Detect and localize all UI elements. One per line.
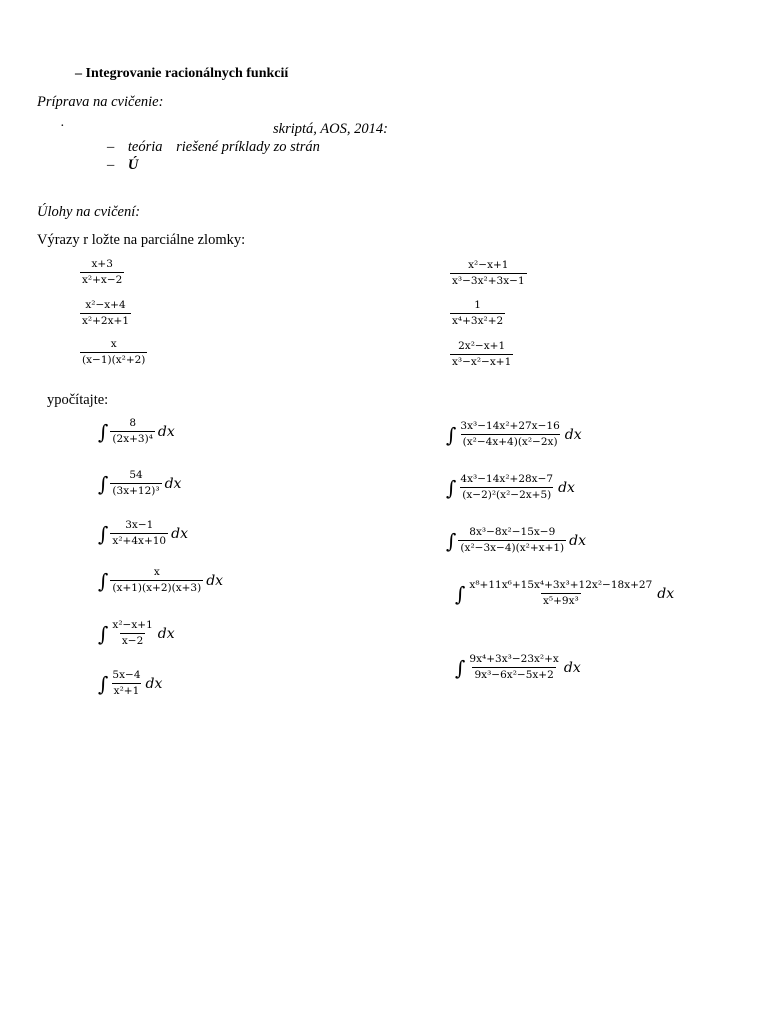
numerator: x²−x+1: [468, 259, 509, 271]
integral: [446, 473, 575, 502]
partial-fraction: [80, 338, 147, 367]
integral-symbol: ∫: [455, 581, 466, 606]
numerator: 3x³−14x²+27x−16: [460, 420, 560, 432]
denominator: (x−2)²(x²−2x+5): [462, 489, 552, 501]
page-title: – Integrovanie racionálnych funkcií: [75, 66, 289, 81]
numerator: x⁸+11x⁶+15x⁴+3x³+12x²−18x+27: [469, 579, 653, 591]
denominator: 9x³−6x²−5x+2: [474, 669, 554, 681]
dash: –: [107, 139, 115, 155]
differential: dx: [171, 525, 188, 542]
differential: dx: [157, 423, 175, 440]
integral: [98, 469, 181, 498]
denominator: x−2: [121, 635, 144, 647]
integral-symbol: ∫: [446, 422, 457, 447]
integral-symbol: ∫: [98, 419, 109, 444]
differential: dx: [145, 675, 163, 692]
prep-item-u: Ú: [127, 157, 139, 173]
dash: –: [107, 157, 115, 173]
integral-symbol: ∫: [98, 621, 109, 646]
prep-item-2: [107, 157, 138, 174]
reference-text: skriptá, AOS, 2014:: [273, 121, 388, 137]
denominator: (3x+12)³: [112, 485, 160, 497]
differential: dx: [563, 659, 581, 676]
denominator: x³−x²−x+1: [452, 356, 512, 368]
numerator: 8x³−8x²−15x−9: [469, 526, 556, 538]
denominator: (x+1)(x+2)(x+3): [112, 582, 202, 594]
differential: dx: [657, 585, 675, 602]
integral: [98, 566, 223, 595]
integral-symbol: ∫: [98, 671, 109, 696]
denominator: x²+x−2: [82, 274, 123, 286]
denominator: (x²−3x−4)(x²+x+1): [460, 542, 565, 554]
integral: [446, 526, 586, 555]
integral: [98, 619, 175, 648]
numerator: 1: [474, 299, 481, 311]
denominator: x²+1: [113, 685, 140, 697]
integral-symbol: ∫: [446, 475, 457, 500]
integral-symbol: ∫: [98, 568, 109, 593]
numerator: x²−x+1: [112, 619, 153, 631]
integral-symbol: ∫: [98, 471, 109, 496]
integral: [98, 417, 175, 446]
integral-instruction: ypočítajte:: [47, 392, 109, 408]
integral: [98, 519, 188, 548]
numerator: 4x³−14x²+28x−7: [460, 473, 554, 485]
numerator: 9x⁴+3x³−23x²+x: [469, 653, 559, 665]
integral-symbol: ∫: [455, 655, 466, 680]
partial-fraction: [80, 299, 131, 328]
differential: dx: [564, 426, 582, 443]
denominator: x⁵+9x³: [542, 595, 579, 607]
numerator: 3x−1: [125, 519, 154, 531]
numerator: x²−x+4: [85, 299, 126, 311]
denominator: x²+2x+1: [82, 315, 130, 327]
denominator: (x−1)(x²+2): [82, 354, 146, 366]
numerator: x: [153, 566, 160, 578]
numerator: 8: [129, 417, 136, 429]
differential: dx: [164, 475, 182, 492]
partial-fraction: [450, 299, 505, 328]
denominator: (2x+3)⁴: [112, 433, 153, 445]
integral-symbol: ∫: [98, 521, 109, 546]
prep-item-examples: riešené príklady zo strán: [176, 139, 320, 155]
numerator: x+3: [91, 258, 113, 270]
denominator: x²+4x+10: [112, 535, 167, 547]
denominator: (x²−4x+4)(x²−2x): [462, 436, 558, 448]
differential: dx: [206, 572, 224, 589]
prep-item-theory: teória: [127, 139, 163, 155]
integral: [455, 579, 674, 608]
denominator: x⁴+3x²+2: [452, 315, 504, 327]
integral: [446, 420, 582, 449]
differential: dx: [157, 625, 175, 642]
prep-item-1: [107, 139, 320, 156]
differential: dx: [558, 479, 575, 496]
denominator: x³−3x²+3x−1: [452, 275, 525, 287]
partial-fraction: [450, 340, 513, 369]
numerator: 5x−4: [112, 669, 141, 681]
partial-fraction: [450, 259, 527, 288]
tasks-label: Úlohy na cvičení:: [37, 204, 141, 220]
partial-fraction-instruction: Výrazy r ložte na parciálne zlomky:: [37, 232, 246, 248]
integral: [98, 669, 162, 698]
bullet-marker: ·: [60, 119, 65, 134]
differential: dx: [569, 532, 587, 549]
partial-fraction: [80, 258, 124, 287]
preparation-label: Príprava na cvičenie:: [37, 94, 164, 110]
integral-symbol: ∫: [446, 528, 457, 553]
numerator: x: [110, 338, 117, 350]
numerator: 2x²−x+1: [458, 340, 506, 352]
integral: [455, 653, 581, 682]
numerator: 54: [129, 469, 143, 481]
